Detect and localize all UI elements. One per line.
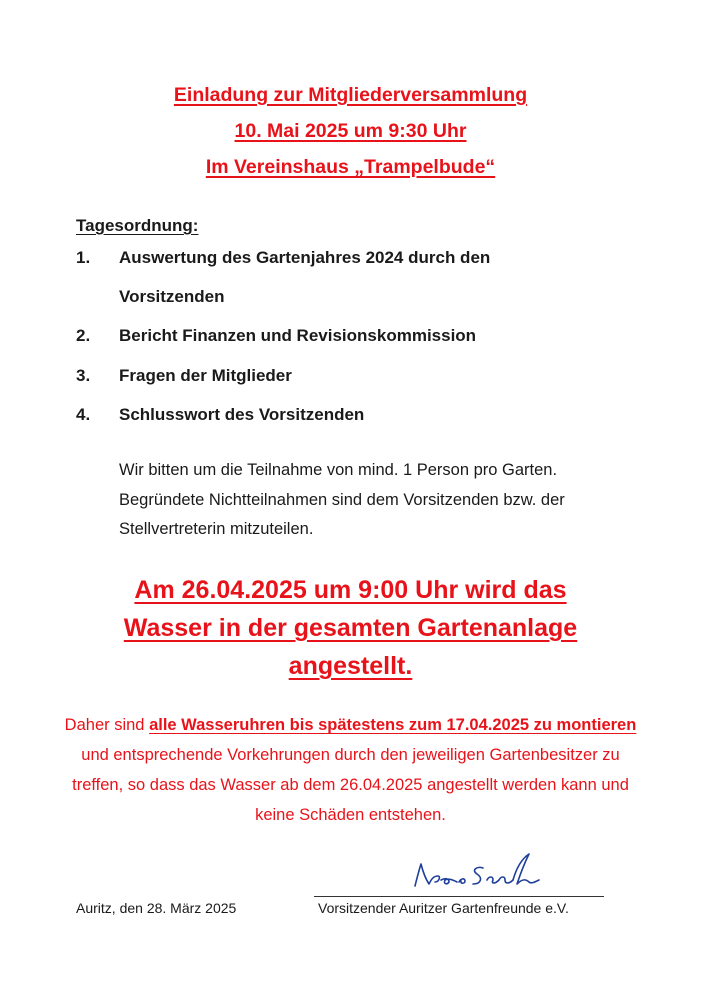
agenda-item-number: 2. xyxy=(76,326,91,345)
notice-prefix: Daher sind xyxy=(64,716,150,734)
notice-suffix: und entsprechende Vorkehrungen durch den jeweiligen Gartenbesitzer zu treffen, so dass das Wasser ab dem 26.04.2025 angestellt werden kann und keine Schäden entstehen. xyxy=(72,746,629,824)
agenda-item-text-continued: Vorsitzenden xyxy=(119,287,225,306)
agenda-item-number: 4. xyxy=(76,405,91,424)
agenda-item-number: 3. xyxy=(76,366,91,385)
place-and-date: Auritz, den 28. März 2025 xyxy=(76,900,237,916)
handwritten-signature xyxy=(405,852,555,898)
signature-role: Vorsitzender Auritzer Gartenfreunde e.V. xyxy=(318,900,569,916)
agenda-item-text: Schlusswort des Vorsitzenden xyxy=(119,405,365,424)
agenda-item-text: Auswertung des Gartenjahres 2024 durch den xyxy=(119,248,491,267)
agenda-item-text: Bericht Finanzen und Revisionskommission xyxy=(119,326,477,345)
water-meter-notice xyxy=(60,710,641,830)
announcement-line: angestellt. xyxy=(288,652,413,680)
notice-emphasis: alle Wasseruhren bis spätestens zum 17.04.2025 zu montieren xyxy=(149,716,637,734)
header-title-line: Einladung zur Mitgliederversammlung xyxy=(173,84,528,106)
signature-line xyxy=(314,896,604,897)
announcement-line: Am 26.04.2025 um 9:00 Uhr wird das xyxy=(134,576,567,604)
header-location-line: Im Vereinshaus „Trampelbude“ xyxy=(205,156,496,178)
agenda-title: Tagesordnung: xyxy=(76,216,199,235)
attendance-note: Wir bitten um die Teilnahme von mind. 1 Person pro Garten. Begründete Nichtteilnahmen sind dem Vorsitzenden bzw. der Stellvertreterin mitzuteilen. xyxy=(119,461,565,538)
announcement-line: Wasser in der gesamten Gartenanlage xyxy=(123,614,578,642)
agenda-item-text: Fragen der Mitglieder xyxy=(119,366,292,385)
header-date-line: 10. Mai 2025 um 9:30 Uhr xyxy=(234,120,467,142)
agenda-item-number: 1. xyxy=(76,248,91,267)
